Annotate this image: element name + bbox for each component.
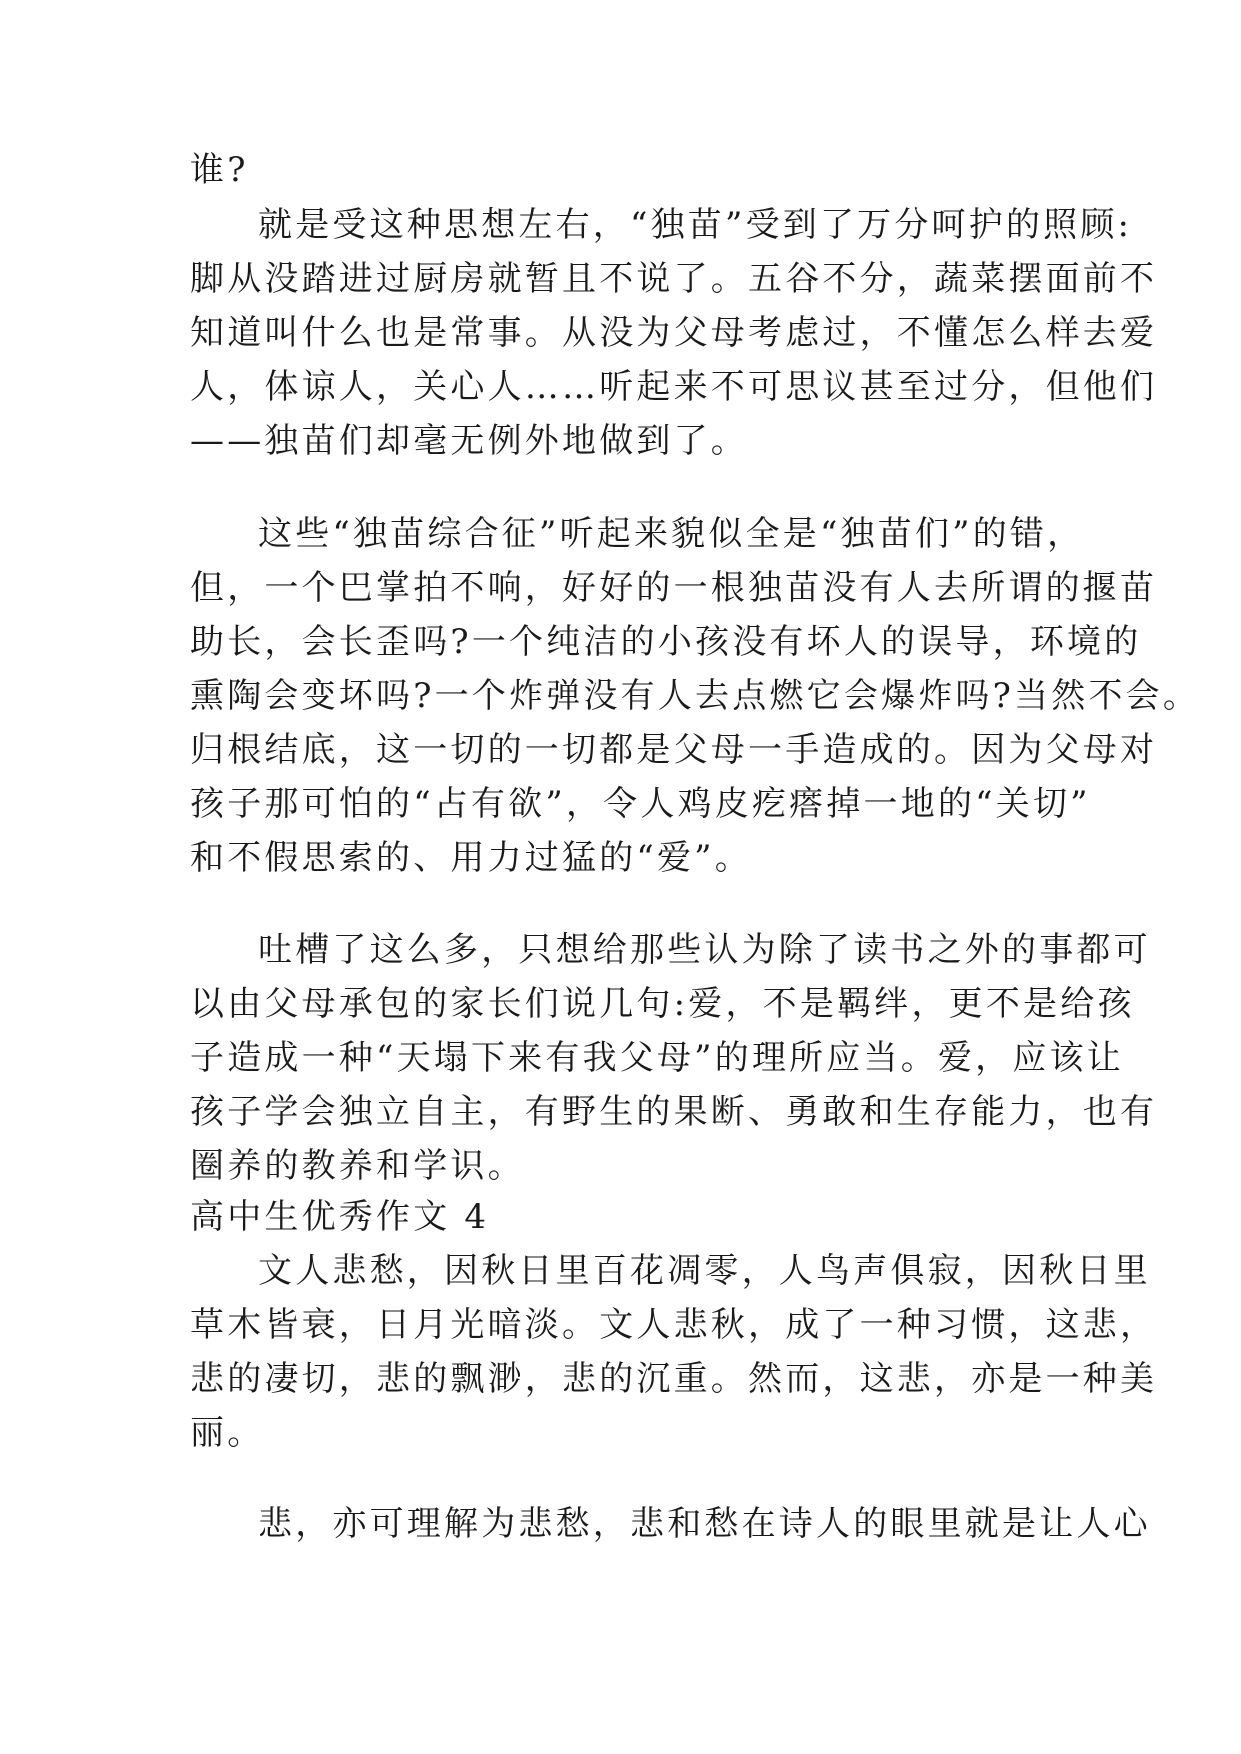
text-line-13: 和不假思索的、用力过猛的“爱”。 — [190, 838, 752, 878]
text-line-3: 脚从没踏进过厨房就暂且不说了。五谷不分，蔬菜摆面前不 — [190, 259, 1158, 299]
paragraph-start-line: 吐槽了这么多，只想给那些认为除了读书之外的事都可 — [258, 930, 1151, 970]
text-line-22: 悲的凄切，悲的飘渺，悲的沉重。然而，这悲，亦是一种美 — [190, 1359, 1158, 1399]
paragraph-start-line: 这些“独苗综合征”听起来貌似全是“独苗们”的错， — [258, 514, 1085, 554]
text-line-17: 孩子学会独立自主，有野生的果断、勇敢和生存能力，也有 — [190, 1092, 1158, 1132]
text-line-23: 丽。 — [190, 1413, 265, 1453]
text-line-10: 熏陶会变坏吗?一个炸弹没有人去点燃它会爆炸吗?当然不会。 — [190, 676, 1201, 716]
text-line-21: 草木皆衰，日月光暗淡。文人悲秋，成了一种习惯，这悲， — [190, 1305, 1158, 1345]
text-line-5: 人，体谅人，关心人……听起来不可思议甚至过分，但他们 — [190, 367, 1158, 407]
paragraph-start-line: 文人悲愁，因秋日里百花凋零，人鸟声俱寂，因秋日里 — [258, 1251, 1151, 1291]
text-line-8: 但，一个巴掌拍不响，好好的一根独苗没有人去所谓的揠苗 — [190, 568, 1158, 608]
text-line-11: 归根结底，这一切的一切都是父母一手造成的。因为父母对 — [190, 730, 1158, 770]
text-line-9: 助长，会长歪吗?一个纯洁的小孩没有坏人的误导，环境的 — [190, 622, 1142, 662]
text-line-1: 谁? — [190, 150, 249, 190]
text-line-16: 子造成一种“天塌下来有我父母”的理所应当。爱，应该让 — [190, 1038, 1124, 1078]
text-line-4: 知道叫什么也是常事。从没为父母考虑过，不懂怎么样去爱 — [190, 313, 1158, 353]
paragraph-start-line: 悲，亦可理解为悲愁，悲和愁在诗人的眼里就是让人心 — [258, 1504, 1151, 1544]
section-heading: 高中生优秀作文 4 — [190, 1197, 490, 1237]
text-line-12: 孩子那可怕的“占有欲”，令人鸡皮疙瘩掉一地的“关切” — [190, 784, 1091, 824]
text-line-15: 以由父母承包的家长们说几句:爱，不是羁绊，更不是给孩 — [190, 984, 1135, 1024]
text-line-6: ——独苗们却毫无例外地做到了。 — [190, 421, 748, 461]
paragraph-start-line: 就是受这种思想左右，“独苗”受到了万分呵护的照顾: — [258, 205, 1133, 245]
text-line-18: 圈养的教养和学识。 — [190, 1146, 525, 1186]
